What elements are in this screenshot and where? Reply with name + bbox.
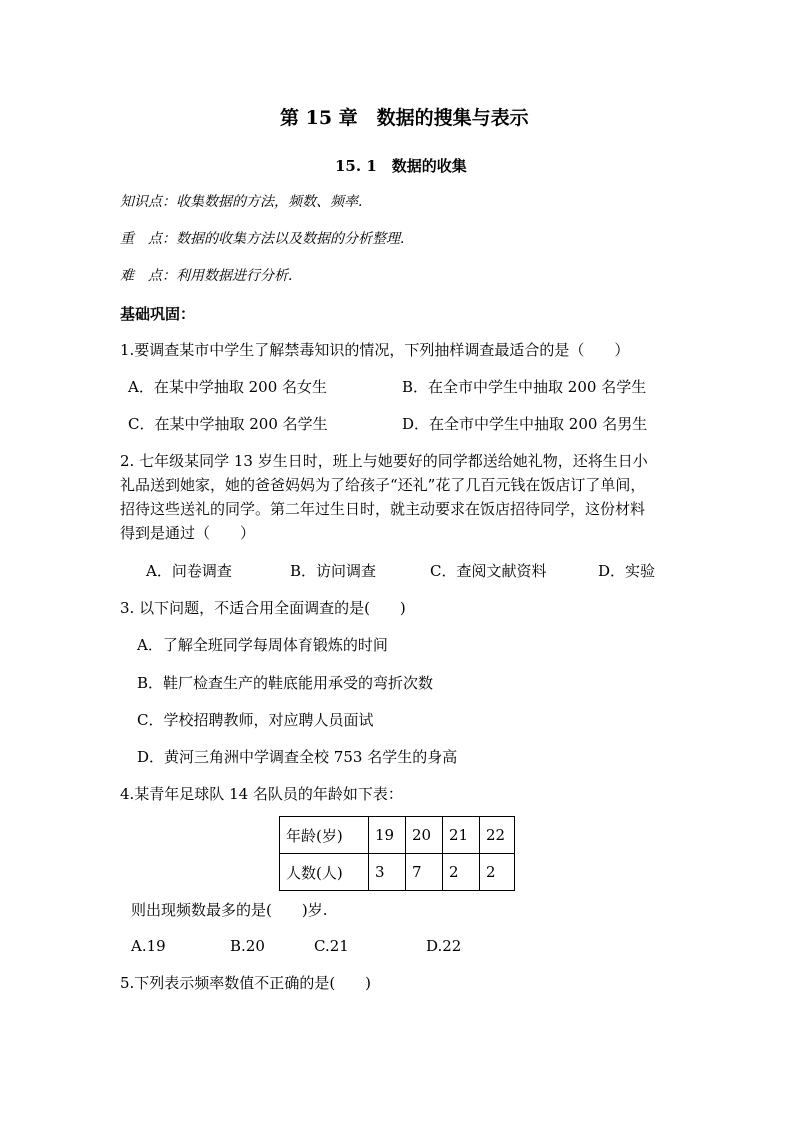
table-cell: 7: [406, 854, 443, 891]
table-row: [280, 854, 515, 891]
difficulty-points: 难 点：利用数据进行分析.: [120, 268, 293, 284]
q4-option-d: D.22: [426, 937, 462, 955]
table-cell: 21: [443, 817, 480, 854]
q4-stem: 4.某青年足球队 14 名队员的年龄如下表：: [120, 785, 403, 803]
q2-line4: 得到是通过（ ）: [120, 524, 256, 542]
table-cell: 2: [443, 854, 480, 891]
q1-option-c: C．在某中学抽取 200 名学生: [128, 415, 328, 433]
q4-option-b: B.20: [230, 937, 265, 955]
knowledge-points: 知识点：收集数据的方法，频数、频率.: [120, 194, 363, 210]
table-cell: 19: [369, 817, 406, 854]
table-cell: 3: [369, 854, 406, 891]
q1-stem: 1.要调查某市中学生了解禁毒知识的情况，下列抽样调查最适合的是（ ）: [120, 341, 630, 359]
q5-stem: 5.下列表示频率数值不正确的是( ): [120, 974, 372, 992]
q2-line3: 招待这些送礼的同学。第二年过生日时，就主动要求在饭店招待同学，这份材料: [120, 500, 646, 518]
q4-option-a: A.19: [131, 937, 166, 955]
q2-line2: 礼品送到她家，她的爸爸妈妈为了给孩子“还礼”花了几百元钱在饭店订了单间，: [120, 476, 646, 494]
table-cell: 2: [480, 854, 515, 891]
q3-option-c: C．学校招聘教师，对应聘人员面试: [137, 711, 374, 729]
q1-option-d: D．在全市中学生中抽取 200 名男生: [402, 415, 648, 433]
table-cell: 20: [406, 817, 443, 854]
q2-option-c: C．查阅文献资料: [430, 562, 547, 580]
q4-option-c: C.21: [314, 937, 349, 955]
table-row: [280, 817, 515, 854]
basics-heading: 基础巩固：: [120, 305, 196, 323]
section-title: 15. 1 数据的收集: [335, 157, 467, 175]
q2-option-a: A．问卷调查: [146, 562, 232, 580]
q1-option-b: B．在全市中学生中抽取 200 名学生: [402, 378, 647, 396]
table-cell: 22: [480, 817, 515, 854]
q3-option-a: A．了解全班同学每周体育锻炼的时间: [137, 636, 388, 654]
q4-follow: 则出现频数最多的是( )岁.: [131, 901, 328, 919]
table-header-count: 人数(人): [280, 854, 369, 891]
q2-line1: 2. 七年级某同学 13 岁生日时，班上与她要好的同学都送给她礼物，还将生日小: [120, 452, 648, 470]
q3-stem: 3. 以下问题，不适合用全面调查的是( ): [120, 599, 406, 617]
q1-option-a: A．在某中学抽取 200 名女生: [128, 378, 328, 396]
age-table: [279, 816, 515, 891]
q2-option-d: D．实验: [598, 562, 656, 580]
chapter-title: 第 15 章 数据的搜集与表示: [280, 107, 529, 129]
key-points: 重 点：数据的收集方法以及数据的分析整理.: [120, 231, 405, 247]
q2-option-b: B．访问调查: [290, 562, 377, 580]
table-header-age: 年龄(岁): [280, 817, 369, 854]
q3-option-b: B．鞋厂检查生产的鞋底能用承受的弯折次数: [137, 674, 434, 692]
q3-option-d: D．黄河三角洲中学调查全校 753 名学生的身高: [137, 748, 458, 766]
